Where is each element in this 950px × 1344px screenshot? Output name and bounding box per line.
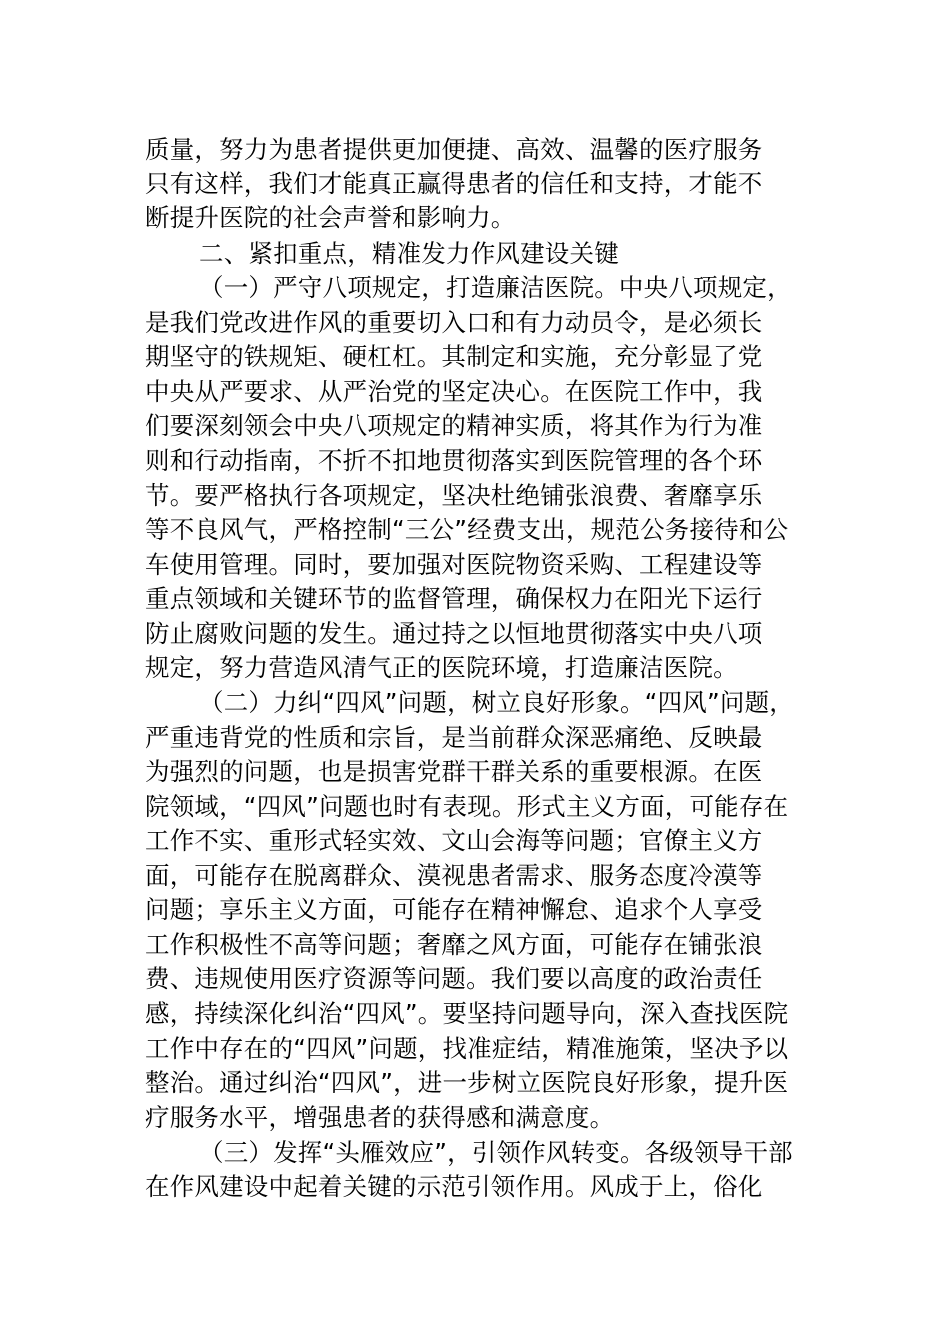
- text-line: 们要深刻领会中央八项规定的精神实质，将其作为行为准: [145, 411, 763, 440]
- text-line: 中央从严要求、从严治党的坚定决心。在医院工作中，我: [145, 377, 763, 406]
- text-line: 感，持续深化纠治“四风”。要坚持问题导向，深入查找医院: [145, 999, 789, 1028]
- text-line: 等不良风气，严格控制“三公”经费支出，规范公务接待和公: [145, 515, 789, 544]
- text-line: 为强烈的问题，也是损害党群干群关系的重要根源。在医: [145, 757, 763, 786]
- paragraph-first-line: （二）力纠“四风”问题，树立良好形象。“四风”问题，: [199, 688, 794, 717]
- text-line: 是我们党改进作风的重要切入口和有力动员令，是必须长: [145, 308, 763, 337]
- text-line: 防止腐败问题的发生。通过持之以恒地贯彻落实中央八项: [145, 619, 763, 648]
- text-line: 节。要严格执行各项规定，坚决杜绝铺张浪费、奢靡享乐: [145, 481, 763, 510]
- paragraph-first-line: （三）发挥“头雁效应”，引领作风转变。各级领导干部: [199, 1138, 793, 1167]
- text-line: 整治。通过纠治“四风”，进一步树立医院良好形象，提升医: [145, 1068, 789, 1097]
- text-line: 面，可能存在脱离群众、漠视患者需求、服务态度冷漠等: [145, 861, 763, 890]
- text-line: 断提升医院的社会声誉和影响力。: [145, 203, 516, 232]
- section-heading: 二、紧扣重点，精准发力作风建设关键: [199, 239, 619, 268]
- text-line: 工作不实、重形式轻实效、文山会海等问题；官僚主义方: [145, 826, 763, 855]
- text-line: 问题；享乐主义方面，可能存在精神懈怠、追求个人享受: [145, 895, 763, 924]
- text-line: 严重违背党的性质和宗旨，是当前群众深恶痛绝、反映最: [145, 723, 763, 752]
- text-line: 期坚守的铁规矩、硬杠杠。其制定和实施，充分彰显了党: [145, 342, 763, 371]
- text-line: 则和行动指南，不折不扣地贯彻落实到医院管理的各个环: [145, 446, 763, 475]
- text-line: 只有这样，我们才能真正赢得患者的信任和支持，才能不: [145, 169, 763, 198]
- paragraph-first-line: （一）严守八项规定，打造廉洁医院。中央八项规定，: [199, 273, 792, 302]
- text-line: 工作中存在的“四风”问题，找准症结，精准施策，坚决予以: [145, 1034, 789, 1063]
- text-line: 疗服务水平，增强患者的获得感和满意度。: [145, 1103, 615, 1132]
- text-line: 规定，努力营造风清气正的医院环境，打造廉洁医院。: [145, 653, 738, 682]
- text-line: 质量，努力为患者提供更加便捷、高效、温馨的医疗服务: [145, 135, 763, 164]
- text-line: 车使用管理。同时，要加强对医院物资采购、工程建设等: [145, 550, 763, 579]
- text-line: 费、违规使用医疗资源等问题。我们要以高度的政治责任: [145, 964, 763, 993]
- text-line: 重点领域和关键环节的监督管理，确保权力在阳光下运行: [145, 584, 763, 613]
- text-line: 在作风建设中起着关键的示范引领作用。风成于上，俗化: [145, 1172, 763, 1201]
- text-line: 工作积极性不高等问题；奢靡之风方面，可能存在铺张浪: [145, 930, 763, 959]
- text-line: 院领域，“四风”问题也时有表现。形式主义方面，可能存在: [145, 792, 789, 821]
